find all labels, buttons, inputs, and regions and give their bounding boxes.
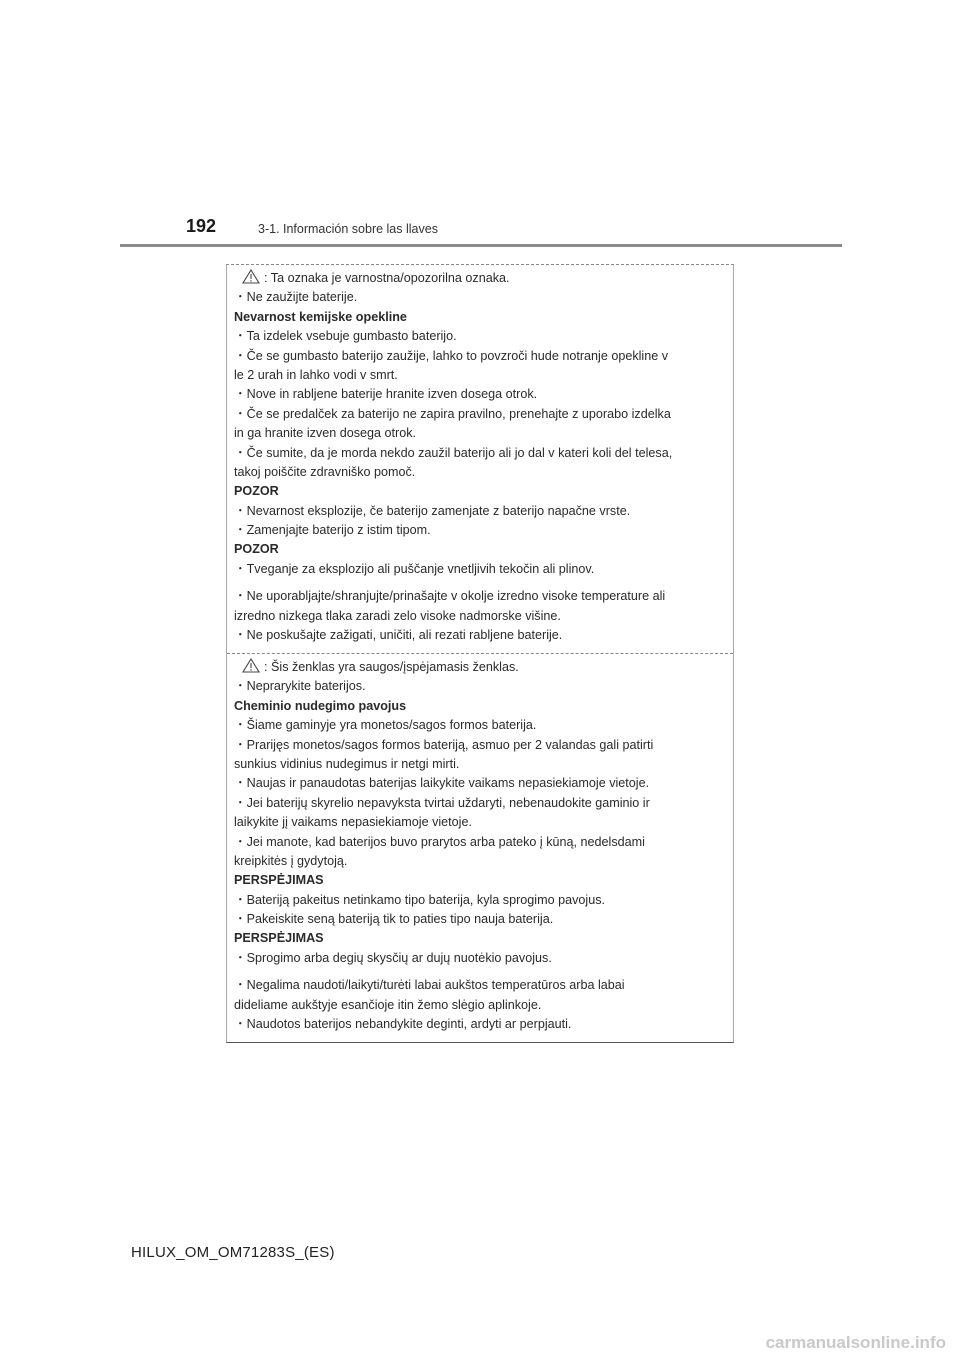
section-heading: POZOR [234,542,279,557]
text-line: ・Ta izdelek vsebuje gumbasto baterijo. [234,329,457,344]
text-line: ・Ne zaužijte baterije. [234,290,358,305]
text-line: ・Če se gumbasto baterijo zaužije, lahko to povzroči hude notranje opekline v [234,348,669,363]
text-line: laikykite jį vaikams nepasiekiamoje vietoje. [234,815,472,830]
text-line: ・Bateriją pakeitus netinkamo tipo baterija, kyla sprogimo pavojus. [234,892,606,907]
text-line: ・Naujas ir panaudotas baterijas laikykite vaikams nepasiekiamoje vietoje. [234,776,650,791]
text-line: izredno nizkega tlaka zaradi zelo visoke nadmorske višine. [234,608,561,623]
warning-triangle-icon [242,269,260,284]
warning-label-text: : Ta oznaka je varnostna/opozorilna oznaka. [264,271,510,285]
text-line: le 2 urah in lahko vodi v smrt. [234,367,398,382]
text-line: ・Nevarnost eksplozije, če baterijo zamenjate z baterijo napačne vrste. [234,503,631,518]
section-heading: PERSPĖJIMAS [234,931,324,946]
watermark: carmanualsonline.info [765,1333,946,1352]
section-title: 3-1. Información sobre las llaves [258,222,438,236]
text-line: ・Neprarykite baterijos. [234,679,366,694]
warning-label-line [234,269,672,288]
section-heading: POZOR [234,484,279,499]
section-heading: Cheminio nudegimo pavojus [234,698,407,713]
text-line: ・Jei manote, kad baterijos buvo prarytos arba pateko į kūną, nedelsdami [234,834,645,849]
text-line: ・Prarijęs monetos/sagos formos bateriją, asmuo per 2 valandas gali patirti [234,737,654,752]
text-line: ・Jei baterijų skyrelio nepavyksta tvirtai uždaryti, nebenaudokite gaminio ir [234,795,650,810]
spacer [234,579,672,587]
text-line: ・Ne uporabljajte/shranjujte/prinašajte v okolje izredno visoke temperature ali [234,589,666,604]
text-line: sunkius vidinius nudegimus ir netgi mirti. [234,756,460,771]
text-line: ・Naudotos baterijos nebandykite deginti, ardyti ar perpjauti. [234,1017,572,1032]
text-line: ・Tveganje za eksplozijo ali puščanje vnetljivih tekočin ali plinov. [234,561,595,576]
text-line: ・Nove in rabljene baterije hranite izven dosega otrok. [234,387,538,402]
text-line: ・Šiame gaminyje yra monetos/sagos formos baterija. [234,718,537,733]
warning-block-slovenian [234,269,672,645]
warning-label-text: : Šis ženklas yra saugos/įspėjamasis ženklas. [264,660,519,674]
section-heading: Nevarnost kemijske opekline [234,309,407,324]
text-line: kreipkitės į gydytoją. [234,853,348,868]
text-line: takoj poiščite zdravniško pomoč. [234,464,416,479]
text-line: ・Negalima naudoti/laikyti/turėti labai aukštos temperatūros arba labai [234,978,625,993]
text-line: dideliame aukštyje esančioje itin žemo slėgio aplinkoje. [234,997,542,1012]
text-line: ・Ne poskušajte zažigati, uničiti, ali rezati rabljene baterije. [234,628,563,643]
spacer [234,968,653,976]
header-rule [120,244,842,247]
warning-triangle-icon [242,658,260,673]
text-line: ・Če sumite, da je morda nekdo zaužil baterijo ali jo dal v kateri koli del telesa, [234,445,673,460]
warning-label-line [234,658,653,677]
text-line: ・Sprogimo arba degių skysčių ar dujų nuotėkio pavojus. [234,950,552,965]
page-number: 192 [186,216,217,236]
text-line: in ga hranite izven dosega otrok. [234,426,417,441]
document-id: HILUX_OM_OM71283S_(ES) [131,1244,335,1261]
text-line: ・Pakeiskite seną bateriją tik to paties tipo nauja baterija. [234,912,554,927]
section-heading: PERSPĖJIMAS [234,873,324,888]
text-line: ・Če se predalček za baterijo ne zapira pravilno, prenehajte z uporabo izdelka [234,406,671,421]
block-divider [227,653,733,654]
warning-block-lithuanian [234,658,653,1034]
text-line: ・Zamenjajte baterijo z istim tipom. [234,523,431,538]
